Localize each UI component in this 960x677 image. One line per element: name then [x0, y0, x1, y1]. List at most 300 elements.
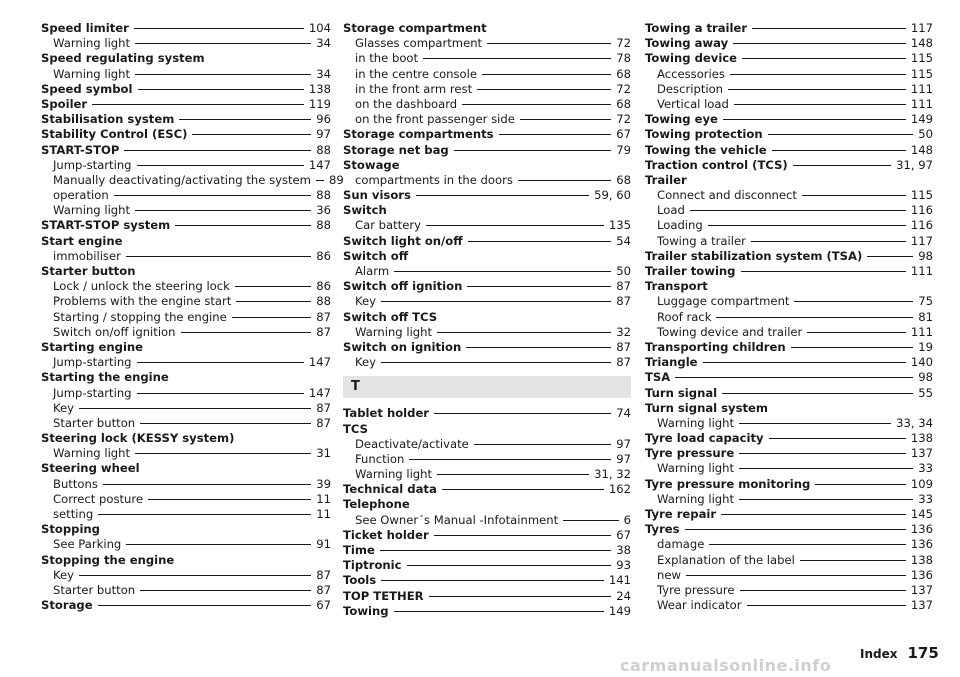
leader-line: [740, 590, 906, 591]
entry-label: Ticket holder: [343, 527, 429, 542]
entry-page-ref[interactable]: 87: [316, 567, 331, 582]
entry-page-ref[interactable]: 117: [910, 233, 933, 248]
entry-page-ref[interactable]: 138: [910, 431, 933, 446]
entry-page-ref[interactable]: 137: [910, 582, 933, 597]
entry-page-ref[interactable]: 141: [608, 573, 631, 588]
entry-page-ref[interactable]: 97: [616, 436, 631, 451]
leader-line: [140, 423, 311, 424]
entry-label: Lock / unlock the steering lock: [53, 279, 230, 294]
section-letter-heading: T: [343, 376, 631, 398]
leader-line: [135, 453, 311, 454]
entry-page-ref[interactable]: 147: [308, 355, 331, 370]
leader-line: [381, 580, 604, 581]
index-entry: [41, 234, 331, 249]
entry-page-ref[interactable]: 111: [910, 96, 933, 111]
entry-page-ref[interactable]: 115: [910, 188, 933, 203]
entry-label: operation: [53, 188, 109, 203]
leader-line: [103, 484, 311, 485]
entry-page-ref[interactable]: 148: [910, 142, 933, 157]
entry-page-ref[interactable]: 115: [910, 66, 933, 81]
leader-line: [722, 393, 913, 394]
index-subentry: [645, 583, 933, 598]
leader-line: [426, 225, 604, 226]
leader-line: [685, 529, 906, 530]
entry-label: Warning light: [657, 491, 735, 506]
index-entry: [41, 264, 331, 279]
index-subentry: [343, 467, 631, 482]
index-subentry: [41, 310, 331, 325]
entry-page-ref[interactable]: 31, 97: [896, 157, 933, 172]
entry-label: Starter button: [53, 415, 136, 430]
index-entry: [645, 264, 933, 279]
entry-page-ref[interactable]: 87: [316, 415, 331, 430]
entry-page-ref[interactable]: 31: [316, 446, 331, 461]
entry-page-ref[interactable]: 116: [910, 218, 933, 233]
index-entry: [645, 386, 933, 401]
entry-page-ref[interactable]: 115: [910, 51, 933, 66]
entry-label: immobiliser: [53, 248, 121, 263]
entry-page-ref[interactable]: 87: [616, 339, 631, 354]
entry-label: Telephone: [343, 497, 410, 512]
entry-page-ref[interactable]: 36: [316, 203, 331, 218]
entry-label: Manually deactivating/activating the system: [53, 172, 311, 187]
index-subentry: [343, 513, 631, 528]
entry-label: Technical data: [343, 482, 437, 497]
entry-page-ref[interactable]: 119: [308, 96, 331, 111]
leader-line: [815, 484, 906, 485]
index-subentry: [645, 310, 933, 325]
leader-line: [394, 271, 611, 272]
index-subentry: [343, 452, 631, 467]
entry-page-ref[interactable]: 147: [308, 157, 331, 172]
entry-page-ref[interactable]: 111: [910, 324, 933, 339]
entry-label: Transporting children: [645, 339, 786, 354]
index-subentry: [343, 112, 631, 127]
entry-page-ref[interactable]: 88: [316, 142, 331, 157]
entry-label: Load: [657, 203, 685, 218]
leader-line: [114, 195, 312, 196]
index-subentry: [645, 82, 933, 97]
entry-page-ref[interactable]: 38: [616, 543, 631, 557]
leader-line: [429, 596, 612, 597]
leader-line: [747, 605, 906, 606]
entry-label: Traction control (TCS): [645, 157, 788, 172]
leader-line: [316, 180, 324, 181]
entry-page-ref[interactable]: 87: [316, 582, 331, 597]
entry-label: in the boot: [355, 51, 419, 66]
index-entry: [41, 21, 331, 36]
entry-page-ref[interactable]: 72: [616, 81, 631, 96]
index-entry: [41, 143, 331, 158]
leader-line: [793, 165, 891, 166]
entry-page-ref[interactable]: 79: [616, 142, 631, 157]
leader-line: [791, 347, 914, 348]
leader-line: [739, 423, 891, 424]
index-entry: [645, 446, 933, 461]
entry-label: Switch: [343, 203, 387, 218]
index-entry: [41, 82, 331, 97]
entry-label: Tablet holder: [343, 406, 430, 421]
leader-line: [442, 489, 604, 490]
index-column-2: [343, 21, 631, 619]
entry-label: Storage compartments: [343, 127, 494, 142]
entry-label: Connect and disconnect: [657, 188, 797, 203]
index-subentry: [41, 492, 331, 507]
leader-line: [739, 468, 913, 469]
entry-label: Turn signal system: [645, 400, 769, 415]
leader-line: [867, 256, 913, 257]
index-subentry: [41, 477, 331, 492]
entry-label: Car battery: [355, 218, 421, 233]
index-subentry: [343, 51, 631, 66]
entry-label: Glasses compartment: [355, 36, 483, 51]
entry-label: START-STOP: [41, 142, 120, 157]
entry-label: Tyre pressure: [645, 446, 735, 461]
entry-label: Stabilisation system: [41, 112, 175, 127]
leader-line: [92, 104, 304, 105]
leader-line: [192, 134, 311, 135]
entry-label: Switch on ignition: [343, 339, 462, 354]
leader-line: [739, 499, 913, 500]
entry-page-ref[interactable]: 88: [316, 294, 331, 309]
index-entry: [645, 401, 933, 416]
entry-label: Switch on/off ignition: [53, 324, 176, 339]
entry-label: Explanation of the label: [657, 552, 795, 567]
entry-page-ref[interactable]: 87: [316, 309, 331, 324]
entry-label: Steering wheel: [41, 461, 140, 476]
entry-label: Tyre pressure: [657, 582, 735, 597]
entry-page-ref[interactable]: 72: [616, 36, 631, 51]
entry-page-ref[interactable]: 87: [616, 355, 631, 370]
index-subentry: [41, 537, 331, 552]
entry-label: Towing a trailer: [645, 21, 748, 35]
leader-line: [730, 74, 906, 75]
leader-line: [686, 575, 906, 576]
entry-page-ref[interactable]: 98: [918, 370, 933, 385]
entry-label: Loading: [657, 218, 703, 233]
entry-label: Warning light: [53, 66, 131, 81]
index-subentry: [41, 401, 331, 416]
entry-page-ref[interactable]: 93: [616, 558, 631, 573]
index-subentry: [41, 355, 331, 370]
leader-line: [482, 74, 611, 75]
index-entry: [41, 598, 331, 613]
entry-label: Towing: [343, 603, 389, 618]
index-subentry: [343, 264, 631, 279]
leader-line: [739, 453, 906, 454]
leader-line: [138, 89, 304, 90]
entry-page-ref[interactable]: 88: [316, 188, 331, 203]
entry-page-ref[interactable]: 78: [616, 51, 631, 66]
entry-label: Speed symbol: [41, 81, 133, 96]
entry-label: Jump-starting: [53, 157, 132, 172]
index-subentry: [645, 218, 933, 233]
leader-line: [487, 43, 611, 44]
index-entry: [343, 21, 631, 36]
entry-page-ref[interactable]: 162: [608, 482, 631, 497]
entry-page-ref[interactable]: 68: [616, 96, 631, 111]
entry-label: Accessories: [657, 66, 725, 81]
entry-page-ref[interactable]: 117: [910, 21, 933, 35]
entry-label: on the dashboard: [355, 96, 458, 111]
entry-page-ref[interactable]: 68: [616, 66, 631, 81]
leader-line: [437, 474, 589, 475]
entry-page-ref[interactable]: 136: [910, 567, 933, 582]
leader-line: [134, 28, 304, 29]
entry-label: Starting / stopping the engine: [53, 309, 227, 324]
leader-line: [462, 104, 611, 105]
entry-label: Warning light: [53, 446, 131, 461]
index-entry: [343, 528, 631, 543]
entry-page-ref[interactable]: 67: [616, 127, 631, 142]
entry-page-ref[interactable]: 138: [910, 552, 933, 567]
index-subentry: [41, 249, 331, 264]
leader-line: [769, 438, 906, 439]
entry-page-ref[interactable]: 145: [910, 507, 933, 521]
entry-label: Correct posture: [53, 491, 144, 506]
entry-page-ref[interactable]: 104: [308, 21, 331, 35]
leader-line: [675, 377, 913, 378]
entry-label: Tiptronic: [343, 558, 402, 573]
index-subentry: [41, 583, 331, 598]
entry-page-ref[interactable]: 86: [316, 279, 331, 294]
entry-page-ref[interactable]: 87: [316, 324, 331, 339]
index-column-3: [645, 21, 933, 613]
page-number: 175: [907, 644, 939, 662]
index-entry: [343, 589, 631, 604]
index-entry: [645, 127, 933, 142]
entry-page-ref[interactable]: 88: [316, 218, 331, 233]
index-entry: [645, 173, 933, 188]
entry-label: Switch light on/off: [343, 233, 463, 248]
index-subentry: [645, 492, 933, 507]
leader-line: [518, 180, 611, 181]
index-entry: [645, 355, 933, 370]
leader-line: [416, 195, 589, 196]
entry-label: Stopping the engine: [41, 552, 175, 567]
watermark: carmanualsonline.info: [620, 656, 832, 675]
entry-label: Alarm: [355, 264, 390, 278]
entry-page-ref[interactable]: 97: [316, 127, 331, 142]
entry-page-ref[interactable]: 147: [308, 385, 331, 400]
entry-page-ref[interactable]: 98: [918, 248, 933, 263]
entry-page-ref[interactable]: 68: [616, 172, 631, 187]
index-subentry: [645, 97, 933, 112]
index-entry: [41, 553, 331, 568]
entry-label: Triangle: [645, 355, 698, 370]
entry-label: Starter button: [53, 582, 136, 597]
entry-label: Stowage: [343, 157, 400, 172]
entry-label: Problems with the engine start: [53, 294, 232, 309]
entry-label: TOP TETHER: [343, 588, 424, 603]
entry-page-ref[interactable]: 138: [308, 81, 331, 96]
index-subentry: [343, 325, 631, 340]
entry-page-ref[interactable]: 11: [316, 491, 331, 506]
index-entry: [645, 340, 933, 355]
index-subentry: [645, 325, 933, 340]
entry-page-ref[interactable]: 19: [918, 339, 933, 354]
entry-label: Warning light: [53, 203, 131, 218]
entry-page-ref[interactable]: 149: [608, 603, 631, 618]
index-entry: [645, 249, 933, 264]
index-entry: [41, 522, 331, 537]
leader-line: [499, 134, 612, 135]
leader-line: [520, 119, 611, 120]
entry-page-ref[interactable]: 32: [616, 324, 631, 339]
index-entry: [645, 36, 933, 51]
entry-page-ref[interactable]: 11: [316, 507, 331, 521]
index-entry: [343, 158, 631, 173]
entry-page-ref[interactable]: 74: [616, 406, 631, 421]
index-subentry: [343, 173, 631, 188]
entry-page-ref[interactable]: 24: [616, 588, 631, 603]
entry-label: Trailer: [645, 172, 687, 187]
index-entry: [343, 497, 631, 512]
entry-label: Towing protection: [645, 127, 763, 142]
leader-line: [734, 104, 906, 105]
leader-line: [148, 499, 311, 500]
entry-page-ref[interactable]: 96: [316, 112, 331, 127]
entry-page-ref[interactable]: 89: [328, 172, 344, 187]
entry-page-ref[interactable]: 87: [616, 279, 631, 294]
entry-page-ref[interactable]: 97: [616, 451, 631, 466]
index-subentry: [645, 416, 933, 431]
leader-line: [708, 225, 906, 226]
index-subentry: [343, 355, 631, 370]
leader-line: [728, 89, 906, 90]
entry-label: TCS: [343, 421, 368, 436]
entry-label: Towing the vehicle: [645, 142, 767, 157]
entry-page-ref[interactable]: 34: [316, 36, 331, 51]
leader-line: [181, 332, 312, 333]
entry-page-ref[interactable]: 136: [910, 537, 933, 552]
entry-page-ref[interactable]: 87: [616, 294, 631, 309]
entry-page-ref[interactable]: 34: [316, 66, 331, 81]
entry-label: damage: [657, 537, 705, 552]
leader-line: [733, 43, 906, 44]
index-subentry: [41, 36, 331, 51]
index-entry: [41, 51, 331, 66]
entry-page-ref[interactable]: 136: [910, 522, 933, 537]
leader-line: [752, 28, 906, 29]
index-entry: [645, 279, 933, 294]
index-subentry: [41, 446, 331, 461]
entry-page-ref[interactable]: 75: [918, 294, 933, 309]
entry-page-ref[interactable]: 67: [316, 598, 331, 613]
entry-page-ref[interactable]: 31, 32: [594, 467, 631, 482]
entry-page-ref[interactable]: 149: [910, 112, 933, 127]
leader-line: [794, 301, 913, 302]
entry-label: Warning light: [657, 461, 735, 476]
index-column-1: [41, 21, 344, 613]
index-subentry: [645, 461, 933, 476]
leader-line: [381, 301, 611, 302]
entry-page-ref[interactable]: 54: [616, 233, 631, 248]
entry-page-ref[interactable]: 50: [918, 127, 933, 142]
leader-line: [137, 165, 304, 166]
leader-line: [468, 241, 612, 242]
entry-page-ref[interactable]: 33, 34: [896, 415, 933, 430]
leader-line: [381, 362, 611, 363]
index-subentry: [41, 386, 331, 401]
entry-page-ref[interactable]: 50: [616, 264, 631, 278]
entry-page-ref[interactable]: 148: [910, 36, 933, 51]
index-entry: [41, 461, 331, 476]
leader-line: [179, 119, 311, 120]
leader-line: [721, 514, 906, 515]
entry-page-ref[interactable]: 59, 60: [594, 188, 631, 203]
entry-label: Deactivate/activate: [355, 436, 469, 451]
entry-page-ref[interactable]: 87: [316, 400, 331, 415]
leader-line: [236, 301, 311, 302]
index-entry: [343, 482, 631, 497]
entry-label: See Owner´s Manual -Infotainment: [355, 512, 559, 527]
entry-page-ref[interactable]: 39: [316, 476, 331, 491]
entry-label: Wear indicator: [657, 598, 742, 613]
entry-page-ref[interactable]: 81: [918, 309, 933, 324]
entry-label: Starter button: [41, 264, 136, 278]
entry-page-ref[interactable]: 116: [910, 203, 933, 218]
leader-line: [126, 544, 311, 545]
leader-line: [175, 225, 311, 226]
entry-label: new: [657, 567, 681, 582]
entry-label: Stopping: [41, 522, 100, 537]
entry-page-ref[interactable]: 140: [910, 355, 933, 370]
entry-label: Towing away: [645, 36, 729, 51]
index-entry: [343, 406, 631, 421]
leader-line: [709, 544, 906, 545]
leader-line: [434, 535, 612, 536]
entry-label: Function: [355, 451, 405, 466]
entry-label: Key: [53, 400, 75, 415]
entry-label: Towing device: [645, 51, 738, 66]
entry-label: Tyres: [645, 522, 680, 537]
leader-line: [807, 332, 906, 333]
entry-page-ref[interactable]: 137: [910, 598, 933, 613]
entry-page-ref[interactable]: 33: [918, 491, 933, 506]
leader-line: [466, 347, 611, 348]
entry-page-ref[interactable]: 86: [316, 248, 331, 263]
entry-page-ref[interactable]: 111: [910, 264, 933, 278]
index-entry: [645, 507, 933, 522]
leader-line: [137, 362, 304, 363]
leader-line: [437, 332, 611, 333]
entry-page-ref[interactable]: 91: [316, 537, 331, 552]
entry-page-ref[interactable]: 33: [918, 461, 933, 476]
entry-page-ref[interactable]: 135: [608, 218, 631, 233]
entry-page-ref[interactable]: 72: [616, 112, 631, 127]
entry-label: Starting engine: [41, 339, 144, 354]
entry-page-ref[interactable]: 109: [910, 476, 933, 491]
index-entry: [343, 143, 631, 158]
entry-label: Tyre pressure monitoring: [645, 476, 811, 491]
leader-line: [723, 119, 906, 120]
leader-line: [235, 286, 311, 287]
entry-label: Buttons: [53, 476, 98, 491]
leader-line: [563, 520, 618, 521]
entry-page-ref[interactable]: 111: [910, 81, 933, 96]
entry-page-ref[interactable]: 6: [623, 512, 631, 527]
page-footer: [860, 644, 939, 662]
entry-page-ref[interactable]: 55: [918, 385, 933, 400]
entry-page-ref[interactable]: 137: [910, 446, 933, 461]
entry-label: in the centre console: [355, 66, 478, 81]
index-subentry: [41, 172, 344, 188]
index-entry: [645, 477, 933, 492]
leader-line: [98, 514, 311, 515]
index-entry: [343, 127, 631, 142]
entry-page-ref[interactable]: 67: [616, 527, 631, 542]
